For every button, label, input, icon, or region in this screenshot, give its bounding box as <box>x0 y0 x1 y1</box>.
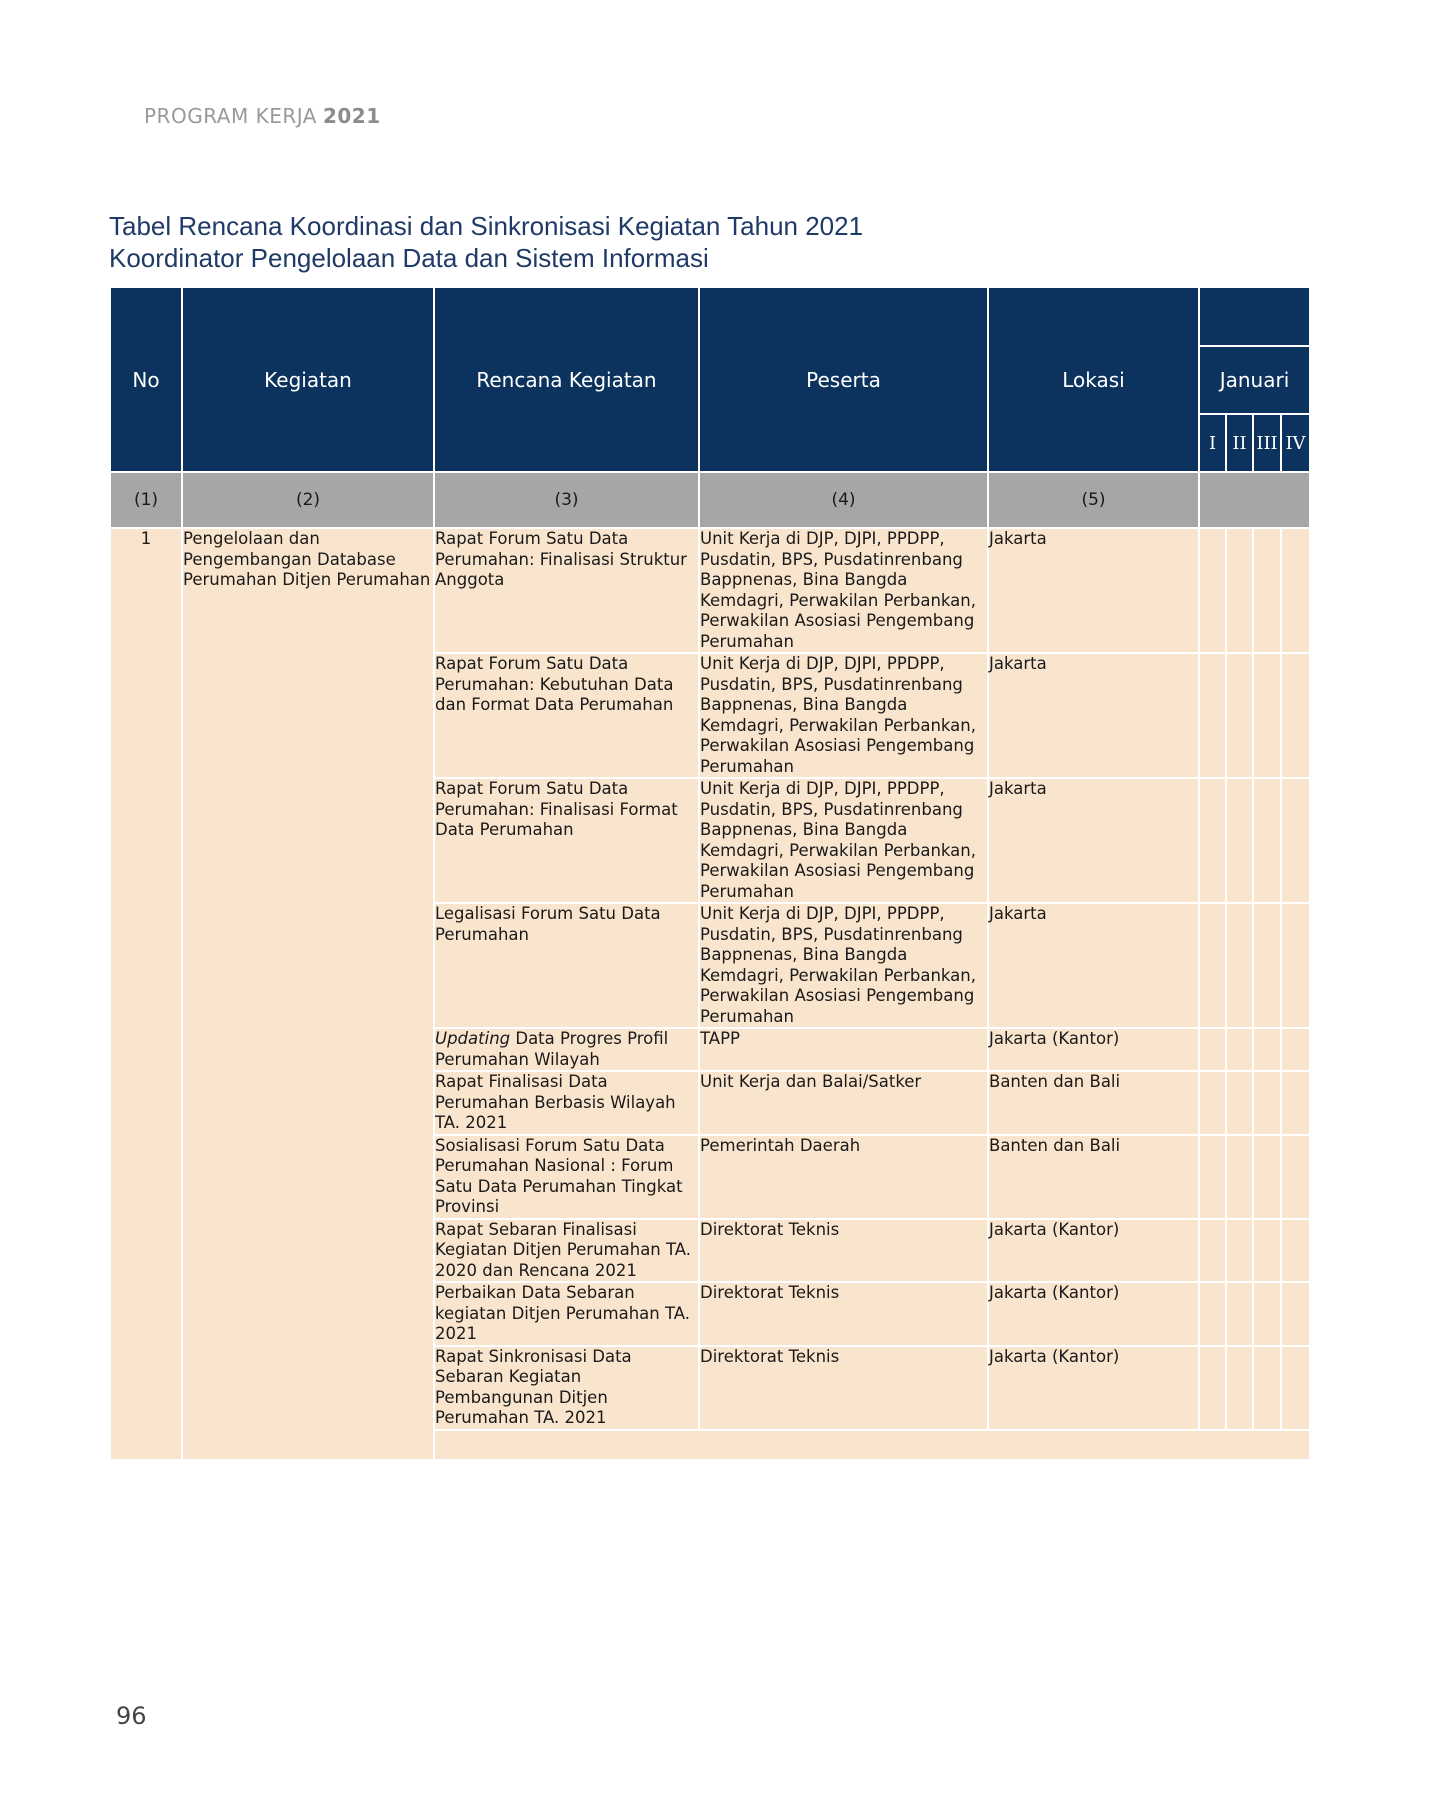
week-cell <box>1226 1346 1253 1430</box>
rencana-emphasis: Updating <box>435 1029 511 1048</box>
week-cell <box>1226 1282 1253 1346</box>
peserta-cell: Unit Kerja dan Balai/Satker <box>699 1071 988 1135</box>
column-number: (5) <box>988 472 1199 528</box>
week-cell <box>1226 528 1253 653</box>
week-cell <box>1253 1282 1281 1346</box>
lokasi-cell: Jakarta <box>988 903 1199 1028</box>
rencana-cell: Sosialisasi Forum Satu Data Perumahan Nasional : Forum Satu Data Perumahan Tingkat Provinsi <box>434 1135 699 1219</box>
week-cell <box>1199 1282 1226 1346</box>
rencana-cell: Rapat Sinkronisasi Data Sebaran Kegiatan Pembangunan Ditjen Perumahan TA. 2021 <box>434 1346 699 1430</box>
week-cell <box>1226 1028 1253 1071</box>
week-cell <box>1281 1282 1310 1346</box>
rencana-cell: Rapat Forum Satu Data Perumahan: Finalisasi Format Data Perumahan <box>434 778 699 903</box>
lokasi-cell: Jakarta <box>988 653 1199 778</box>
peserta-cell: Unit Kerja di DJP, DJPI, PPDPP, Pusdatin, BPS, Pusdatinrenbang Bappnenas, Bina Bangda Kemdagri, Perwakilan Perbankan, Perwakilan Asosiasi Pengembang Perumahan <box>699 528 988 653</box>
peserta-cell: Unit Kerja di DJP, DJPI, PPDPP, Pusdatin, BPS, Pusdatinrenbang Bappnenas, Bina Bangda Kemdagri, Perwakilan Perbankan, Perwakilan Asosiasi Pengembang Perumahan <box>699 778 988 903</box>
column-header-week-3: III <box>1253 414 1281 472</box>
week-cell <box>1253 653 1281 778</box>
week-cell <box>1253 903 1281 1028</box>
lokasi-cell: Jakarta (Kantor) <box>988 1219 1199 1283</box>
week-cell <box>1281 1071 1310 1135</box>
column-header-week-4: IV <box>1281 414 1310 472</box>
column-header-peserta: Peserta <box>699 287 988 472</box>
peserta-cell: Unit Kerja di DJP, DJPI, PPDPP, Pusdatin, BPS, Pusdatinrenbang Bappnenas, Bina Bangda Kemdagri, Perwakilan Perbankan, Perwakilan Asosiasi Pengembang Perumahan <box>699 653 988 778</box>
week-cell <box>1253 1028 1281 1071</box>
rencana-cell: Rapat Forum Satu Data Perumahan: Kebutuhan Data dan Format Data Perumahan <box>434 653 699 778</box>
week-cell <box>1281 1346 1310 1430</box>
week-cell <box>1199 778 1226 903</box>
week-cell <box>1253 528 1281 653</box>
week-cell <box>1281 1219 1310 1283</box>
week-cell <box>1253 1071 1281 1135</box>
peserta-cell: TAPP <box>699 1028 988 1071</box>
rencana-cell <box>434 1028 699 1071</box>
week-cell <box>1253 1135 1281 1219</box>
week-cell <box>1199 1071 1226 1135</box>
week-cell <box>1226 1071 1253 1135</box>
rencana-cell: Rapat Forum Satu Data Perumahan: Finalisasi Struktur Anggota <box>434 528 699 653</box>
peserta-cell: Direktorat Teknis <box>699 1346 988 1430</box>
lokasi-cell: Banten dan Bali <box>988 1071 1199 1135</box>
week-cell <box>1199 1135 1226 1219</box>
running-header <box>144 104 381 128</box>
week-cell <box>1226 1135 1253 1219</box>
week-cell <box>1281 778 1310 903</box>
rencana-text: Data Progres Profil Perumahan Wilayah <box>435 1029 669 1069</box>
peserta-cell: Direktorat Teknis <box>699 1282 988 1346</box>
schedule-table <box>109 286 1311 1461</box>
column-header-schedule-top <box>1199 287 1310 346</box>
table-title-line-1: Tabel Rencana Koordinasi dan Sinkronisasi Kegiatan Tahun 2021 <box>109 211 864 241</box>
filler-cell <box>434 1430 1310 1460</box>
kegiatan-cell: Pengelolaan dan Pengembangan Database Perumahan Ditjen Perumahan <box>182 528 434 1460</box>
week-cell <box>1281 903 1310 1028</box>
week-cell <box>1281 653 1310 778</box>
column-header-lokasi: Lokasi <box>988 287 1199 472</box>
table-title-line-2: Koordinator Pengelolaan Data dan Sistem Informasi <box>109 243 709 273</box>
column-number: (4) <box>699 472 988 528</box>
column-number: (1) <box>110 472 182 528</box>
row-number: 1 <box>110 528 182 1460</box>
lokasi-cell: Jakarta <box>988 778 1199 903</box>
running-header-year: 2021 <box>322 104 381 128</box>
week-cell <box>1199 653 1226 778</box>
column-number: (2) <box>182 472 434 528</box>
column-header-no: No <box>110 287 182 472</box>
rencana-cell: Perbaikan Data Sebaran kegiatan Ditjen Perumahan TA. 2021 <box>434 1282 699 1346</box>
week-cell <box>1199 903 1226 1028</box>
week-cell <box>1199 528 1226 653</box>
table-title <box>109 210 863 274</box>
column-number-row <box>110 472 1310 528</box>
column-number: (3) <box>434 472 699 528</box>
lokasi-cell: Banten dan Bali <box>988 1135 1199 1219</box>
lokasi-cell: Jakarta (Kantor) <box>988 1282 1199 1346</box>
lokasi-cell: Jakarta (Kantor) <box>988 1028 1199 1071</box>
rencana-cell: Legalisasi Forum Satu Data Perumahan <box>434 903 699 1028</box>
column-header-week-1: I <box>1199 414 1226 472</box>
week-cell <box>1253 1219 1281 1283</box>
column-header-month: Januari <box>1199 346 1310 414</box>
week-cell <box>1199 1346 1226 1430</box>
page-number: 96 <box>116 1702 147 1730</box>
week-cell <box>1253 1346 1281 1430</box>
week-cell <box>1226 1219 1253 1283</box>
week-cell <box>1281 1135 1310 1219</box>
week-cell <box>1199 1028 1226 1071</box>
lokasi-cell: Jakarta <box>988 528 1199 653</box>
rencana-cell: Rapat Sebaran Finalisasi Kegiatan Ditjen Perumahan TA. 2020 dan Rencana 2021 <box>434 1219 699 1283</box>
rencana-cell: Rapat Finalisasi Data Perumahan Berbasis Wilayah TA. 2021 <box>434 1071 699 1135</box>
week-cell <box>1281 1028 1310 1071</box>
week-cell <box>1226 653 1253 778</box>
running-header-label: PROGRAM KERJA <box>144 104 317 128</box>
column-header-kegiatan: Kegiatan <box>182 287 434 472</box>
column-number-schedule <box>1199 472 1310 528</box>
lokasi-cell: Jakarta (Kantor) <box>988 1346 1199 1430</box>
peserta-cell: Pemerintah Daerah <box>699 1135 988 1219</box>
week-cell <box>1281 528 1310 653</box>
column-header-week-2: II <box>1226 414 1253 472</box>
week-cell <box>1226 903 1253 1028</box>
week-cell <box>1253 778 1281 903</box>
week-cell <box>1199 1219 1226 1283</box>
peserta-cell: Unit Kerja di DJP, DJPI, PPDPP, Pusdatin, BPS, Pusdatinrenbang Bappnenas, Bina Bangda Kemdagri, Perwakilan Perbankan, Perwakilan Asosiasi Pengembang Perumahan <box>699 903 988 1028</box>
peserta-cell: Direktorat Teknis <box>699 1219 988 1283</box>
column-header-rencana-kegiatan: Rencana Kegiatan <box>434 287 699 472</box>
week-cell <box>1226 778 1253 903</box>
table-row <box>110 528 1310 653</box>
